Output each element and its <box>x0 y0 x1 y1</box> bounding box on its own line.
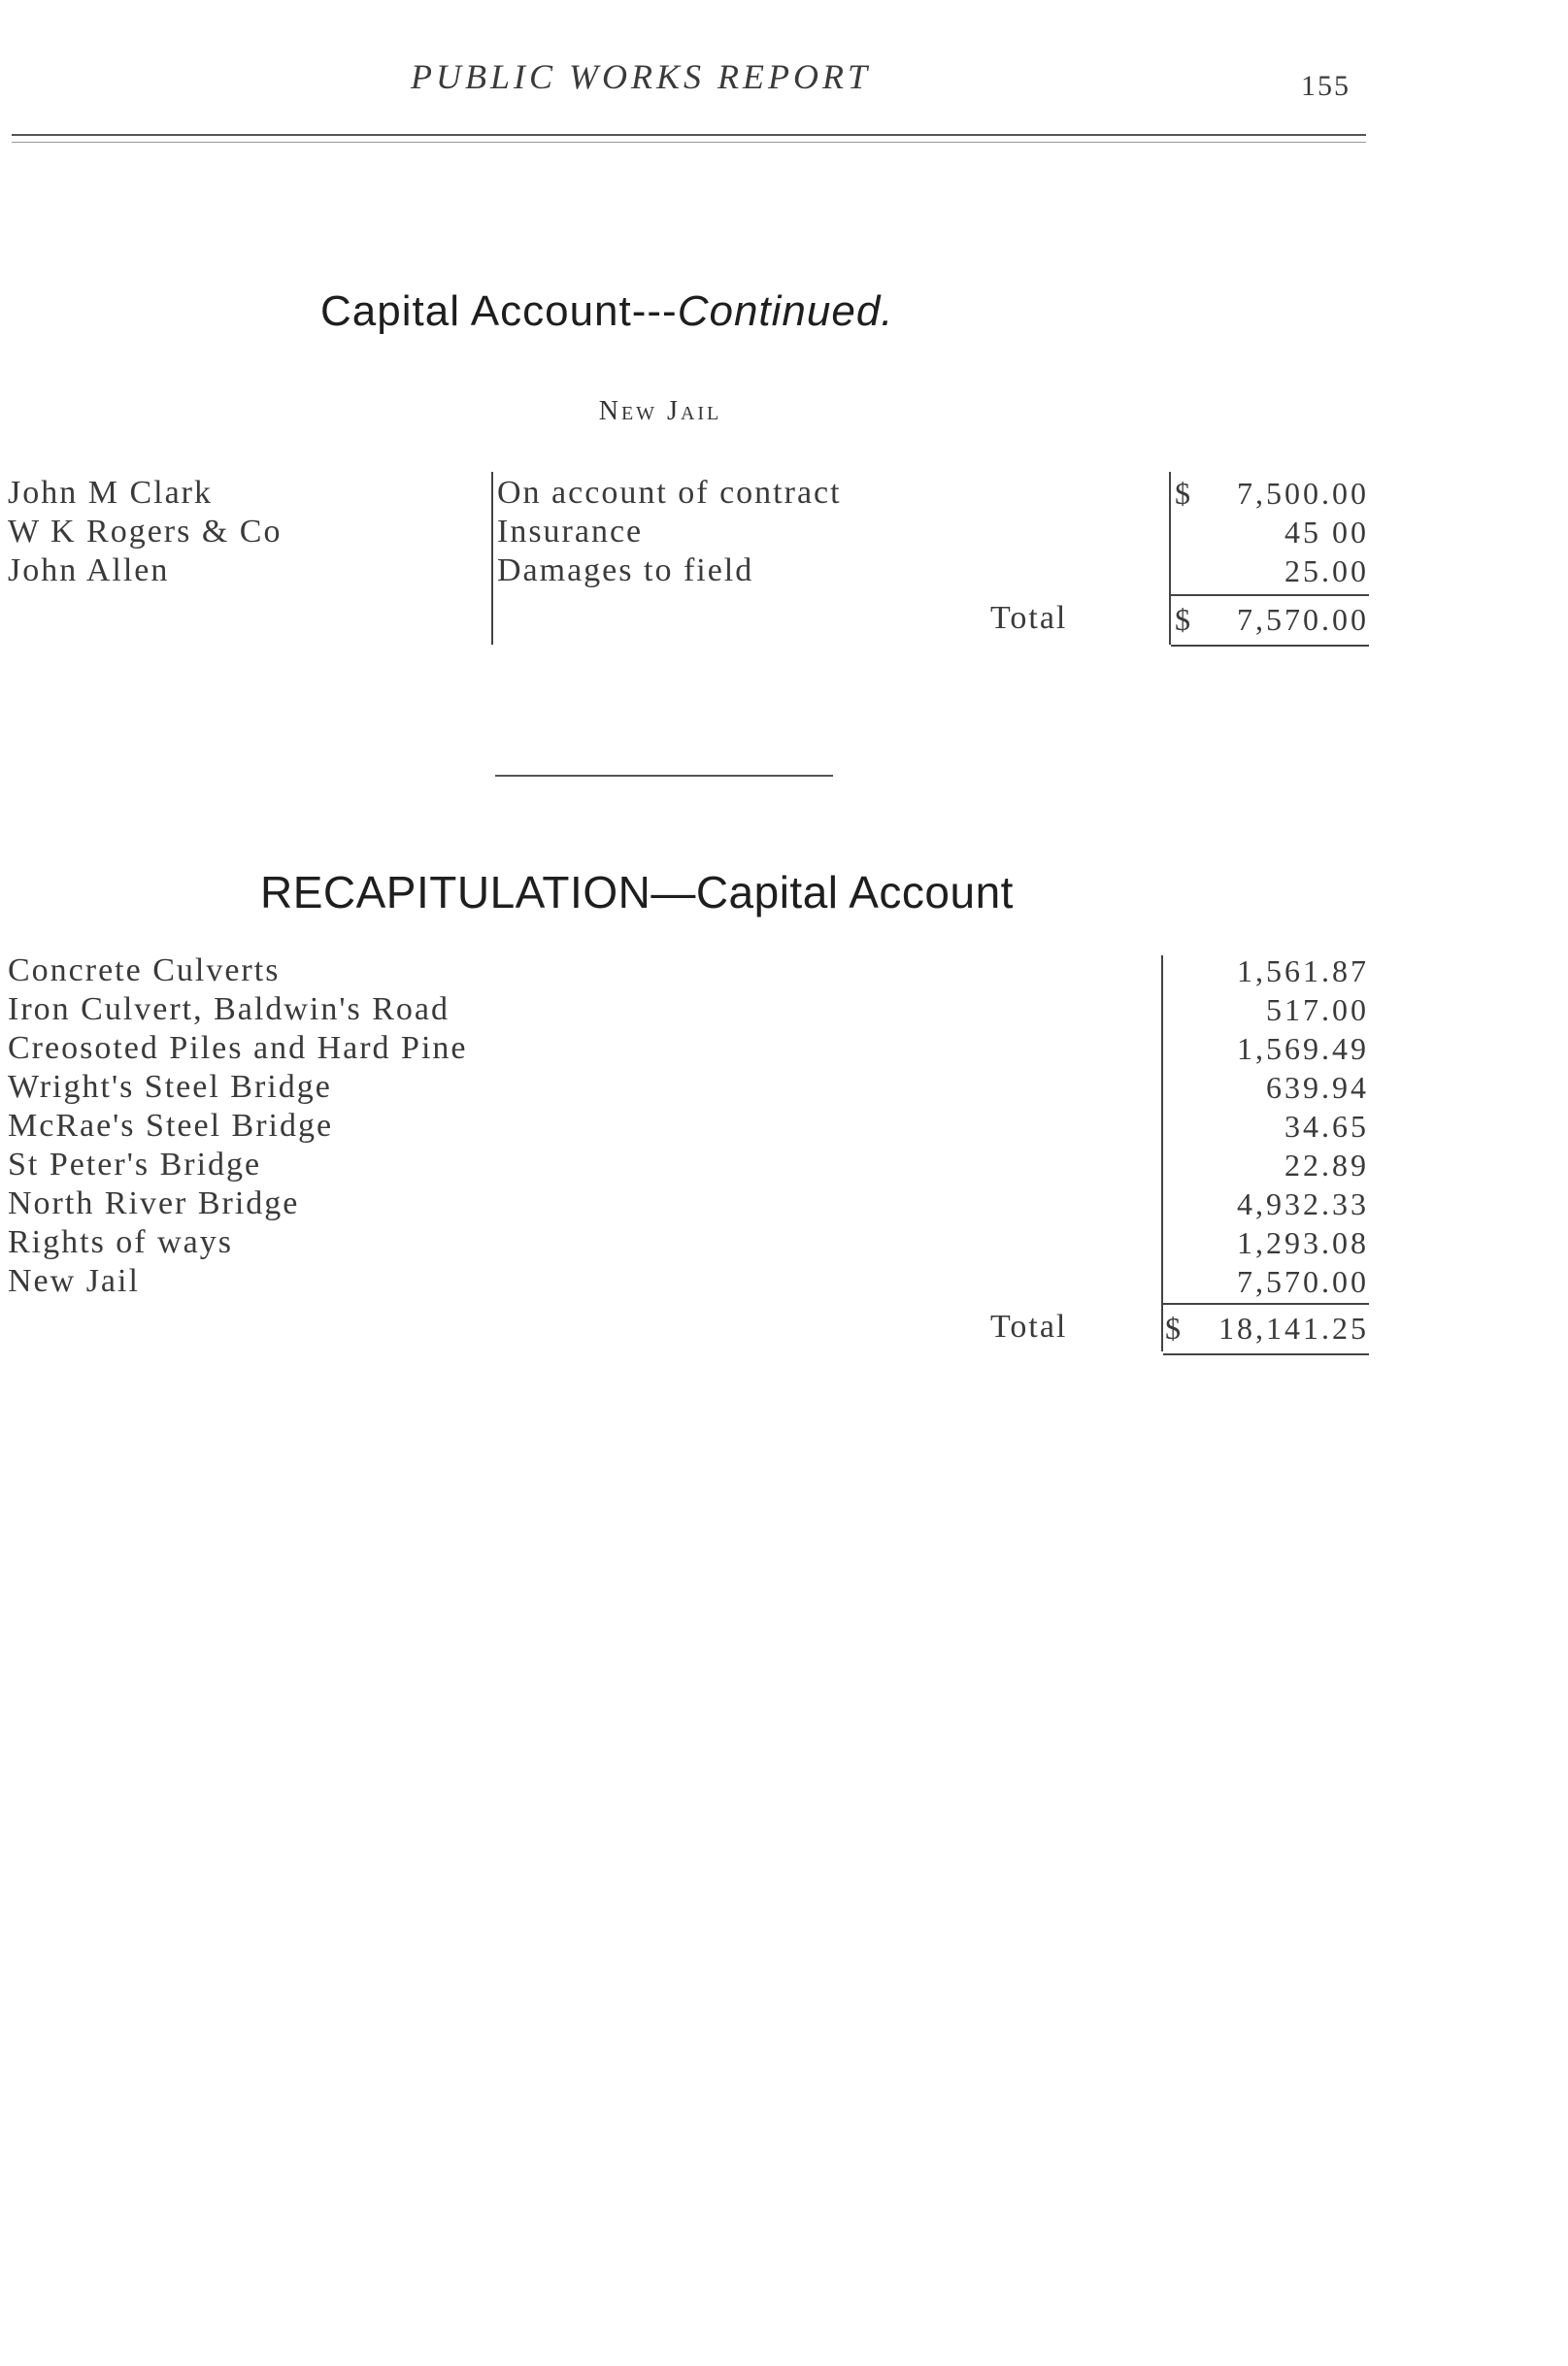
section-title-continued: Continued. <box>677 287 894 335</box>
jail-currency: $ <box>1175 476 1193 511</box>
recap-row-name: Iron Culvert, Baldwin's Road <box>8 991 450 1027</box>
jail-total-amount: 7,570.00 <box>1237 602 1369 637</box>
jail-row-description: Insurance <box>497 514 644 550</box>
recap-total-row <box>1165 1309 1369 1348</box>
recap-row-name: St Peter's Bridge <box>8 1147 262 1183</box>
header-rule <box>12 134 1366 136</box>
section-title <box>320 287 894 336</box>
recap-amount: 1,293.08 <box>1237 1225 1369 1260</box>
jail-row-name: W K Rogers & Co <box>8 514 283 550</box>
jail-subtotal-rule <box>1171 594 1369 596</box>
jail-total-label: Total <box>990 600 1068 636</box>
jail-amount: 7,500.00 <box>1237 476 1369 511</box>
jail-amount: 45 00 <box>1284 515 1369 550</box>
recap-row-name: Creosoted Piles and Hard Pine <box>8 1030 468 1066</box>
jail-names-column <box>8 474 282 590</box>
recap-amount: 34.65 <box>1284 1109 1369 1144</box>
recap-amount: 1,569.49 <box>1237 1031 1369 1066</box>
recap-title: RECAPITULATION—Capital Account <box>260 867 1014 917</box>
jail-row-description: On account of contract <box>497 475 842 511</box>
recap-row-name: Wright's Steel Bridge <box>8 1069 332 1105</box>
recap-amount-divider <box>1161 955 1163 1351</box>
recap-amount: 517.00 <box>1266 992 1369 1027</box>
jail-descriptions-column <box>497 474 842 590</box>
jail-amounts-column <box>1175 474 1369 590</box>
section-title-main: Capital Account--- <box>320 287 678 335</box>
subheading-new-jail: New Jail <box>598 396 722 426</box>
jail-amount-row <box>1175 551 1369 590</box>
jail-row-description: Damages to field <box>497 552 754 588</box>
section-separator <box>495 775 833 777</box>
recap-amount: 7,570.00 <box>1237 1264 1369 1299</box>
jail-row-name: John Allen <box>8 552 170 588</box>
jail-total-row <box>1175 600 1369 639</box>
recap-row-name: Concrete Culverts <box>8 952 281 988</box>
recap-total-rule <box>1163 1353 1369 1355</box>
header-rule-thin <box>12 142 1366 143</box>
recap-row-name: New Jail <box>8 1263 140 1299</box>
running-head: PUBLIC WORKS REPORT <box>411 57 871 96</box>
recap-row-name: North River Bridge <box>8 1185 300 1221</box>
jail-total-currency: $ <box>1175 602 1193 637</box>
recap-amount: 639.94 <box>1266 1070 1369 1105</box>
page-number: 155 <box>1301 70 1351 102</box>
recap-total-amount: 18,141.25 <box>1218 1311 1369 1346</box>
recap-total-label: Total <box>990 1309 1068 1345</box>
recap-row-name: Rights of ways <box>8 1224 233 1260</box>
recap-amount: 4,932.33 <box>1237 1186 1369 1221</box>
jail-amount-row <box>1175 474 1369 513</box>
recap-amount: 22.89 <box>1284 1148 1369 1183</box>
jail-total-rule <box>1171 645 1369 647</box>
recap-names-column <box>8 951 468 1301</box>
jail-amount-divider <box>1169 472 1171 645</box>
recap-row-name: McRae's Steel Bridge <box>8 1108 334 1144</box>
jail-desc-divider <box>491 472 493 645</box>
recap-amounts-column <box>1165 951 1369 1301</box>
recap-subtotal-rule <box>1163 1303 1369 1305</box>
jail-amount-row <box>1175 513 1369 551</box>
jail-row-name: John M Clark <box>8 475 213 511</box>
recap-total-currency: $ <box>1165 1311 1184 1346</box>
recap-amount: 1,561.87 <box>1237 953 1369 988</box>
jail-amount: 25.00 <box>1284 553 1369 588</box>
